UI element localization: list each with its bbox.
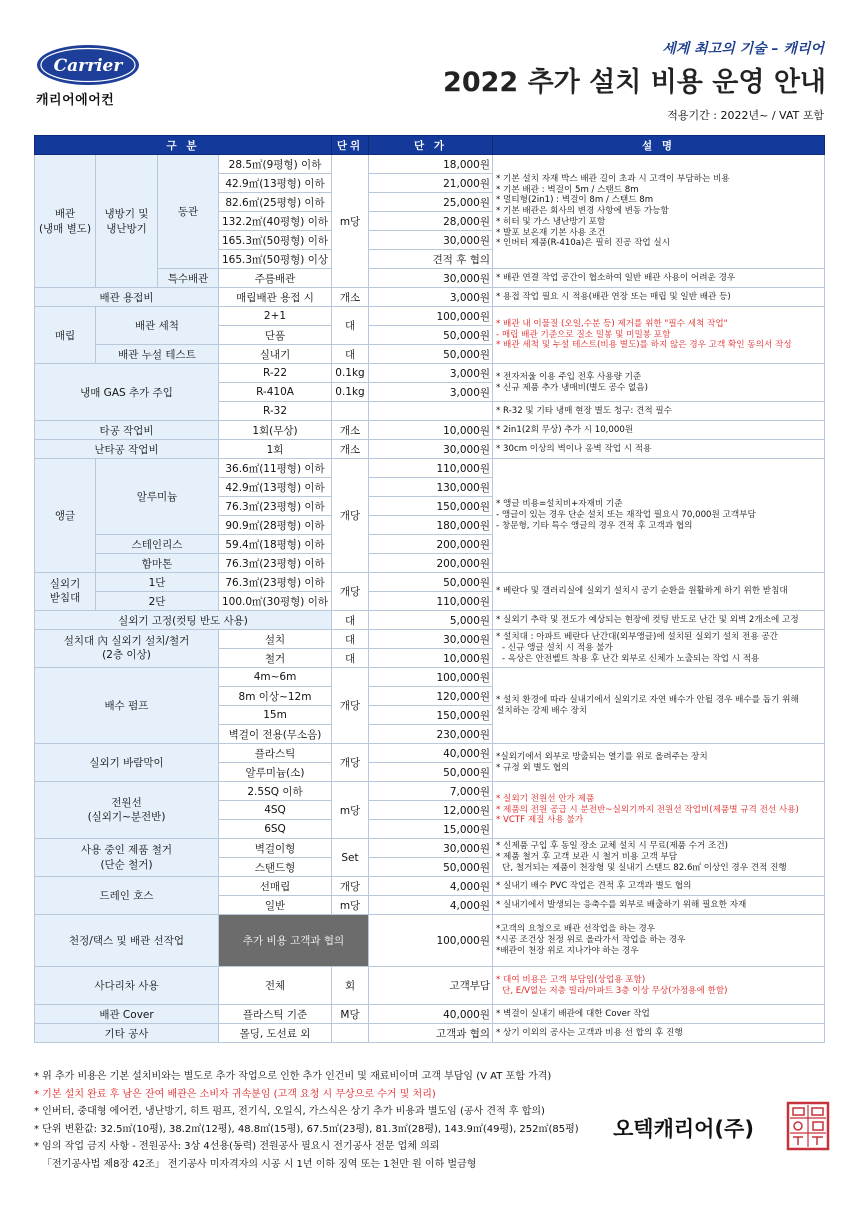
unit-cell: 0.1kg — [332, 364, 369, 383]
carrier-logo — [36, 44, 140, 86]
price-cell: 15,000원 — [369, 820, 493, 839]
spec-cell: R-410A — [219, 383, 332, 402]
spec-cell: 4m~6m — [219, 668, 332, 687]
spec-cell: 1회 — [219, 440, 332, 459]
unit-cell: 대 — [332, 345, 369, 364]
description-cell: * 30cm 이상의 벽이나 옹벽 작업 시 적용 — [493, 440, 825, 459]
spec-cell: 15m — [219, 706, 332, 725]
price-cell: 4,000원 — [369, 896, 493, 915]
price-cell: 230,000원 — [369, 725, 493, 744]
price-cell: 3,000원 — [369, 288, 493, 307]
table-row — [35, 744, 825, 763]
tier-label: 1단 — [96, 573, 219, 592]
price-cell: 28,000원 — [369, 212, 493, 231]
logo-subtitle: 캐리어에어컨 — [36, 93, 115, 108]
unit-cell: 0.1kg — [332, 383, 369, 402]
spec-cell: 선매립 — [219, 877, 332, 896]
table-row — [35, 782, 825, 801]
table-row — [35, 611, 825, 630]
hole-label: 타공 작업비 — [35, 421, 219, 440]
price-cell: 120,000원 — [369, 687, 493, 706]
price-cell: 견적 후 협의 — [369, 250, 493, 269]
unit-cell: 대 — [332, 611, 369, 630]
footnote: * 기본 설치 완료 후 남은 잔여 배관은 소비자 귀속분임 (고객 요청 시 무상으로 수거 및 처리) — [34, 1088, 436, 1100]
embed-description: * 배관 내 이물질 (오일,수분 등) 제거를 위한 "필수 세척 작업" - 매립 배관 기준으로 질소 밀봉 및 미밀봉 포함 * 배관 세척 및 누설 테스트(비용 별도)를 하지 않은 경우 고객 확인 동의서 작성 — [493, 307, 825, 364]
spec-cell: 전체 — [219, 967, 332, 1005]
price-cell: 12,000원 — [369, 801, 493, 820]
ladder-label: 사다리차 사용 — [35, 967, 219, 1005]
price-cell: 10,000원 — [369, 649, 493, 668]
price-cell: 100,000원 — [369, 915, 493, 967]
table-row — [35, 440, 825, 459]
description-cell: * 벽걸이 실내기 배관에 대한 Cover 작업 — [493, 1005, 825, 1024]
unit-cell: 대 — [332, 630, 369, 649]
description-cell: * 2in1(2회 무상) 추가 시 10,000원 — [493, 421, 825, 440]
spec-cell: 28.5㎡(9평형) 이하 — [219, 155, 332, 174]
table-row — [35, 288, 825, 307]
rack-label: 설치대 內 실외기 설치/철거 (2층 이상) — [35, 630, 219, 668]
table-row — [35, 421, 825, 440]
ceiling-description: *고객의 요청으로 배관 선작업을 하는 경우 *시공 조건상 천정 위로 올라가서 작업을 하는 경우 *배관이 천장 위로 지나가야 하는 경우 — [493, 915, 825, 967]
unit-cell: 대 — [332, 649, 369, 668]
price-cell: 110,000원 — [369, 592, 493, 611]
special-pipe-label: 특수배관 — [158, 269, 219, 288]
hammertone-label: 함마톤 — [96, 554, 219, 573]
hard-hole-label: 난타공 작업비 — [35, 440, 219, 459]
table-row — [35, 573, 825, 592]
page-title: 2022 추가 설치 비용 운영 안내 — [443, 67, 826, 98]
table-row — [35, 307, 825, 326]
spec-cell: 주름배관 — [219, 269, 332, 288]
company-seal-icon — [786, 1101, 830, 1151]
spec-cell: 42.9㎡(13평형) 이하 — [219, 478, 332, 497]
spec-cell: 벽걸이 전용(무소음) — [219, 725, 332, 744]
price-cell: 7,000원 — [369, 782, 493, 801]
unit-cell: 개당 — [332, 459, 369, 573]
footnotes — [34, 1068, 579, 1173]
spec-cell: 실내기 — [219, 345, 332, 364]
price-cell: 30,000원 — [369, 440, 493, 459]
spec-cell: 90.9㎡(28평형) 이하 — [219, 516, 332, 535]
unit-cell: m당 — [332, 155, 369, 288]
price-cell: 50,000원 — [369, 345, 493, 364]
spec-cell: R-22 — [219, 364, 332, 383]
table-row — [35, 1005, 825, 1024]
aluminum-label: 알루미늄 — [96, 459, 219, 535]
price-cell: 200,000원 — [369, 554, 493, 573]
company-name: 오텍캐리어(주) — [613, 1117, 754, 1141]
spec-cell: 2+1 — [219, 307, 332, 326]
price-cell: 30,000원 — [369, 231, 493, 250]
footnote: * 단위 변환값: 32.5㎡(10평), 38.2㎡(12평), 48.8㎡(15평), 67.5㎡(23평), 81.3㎡(28평), 143.9㎡(49평), 252㎡(85평) — [34, 1123, 579, 1135]
table-row — [35, 967, 825, 1005]
footnote: * 인버터, 중대형 에어컨, 냉난방기, 히트 펌프, 전기식, 오일식, 가스식은 상기 추가 비용과 별도임 (공사 견적 후 합의) — [34, 1106, 545, 1117]
header-desc: 설 명 — [493, 136, 825, 155]
price-cell: 50,000원 — [369, 573, 493, 592]
copper-pipe-label: 동관 — [158, 155, 219, 269]
table-row — [35, 1024, 825, 1043]
price-cell: 21,000원 — [369, 174, 493, 193]
price-cell: 5,000원 — [369, 611, 493, 630]
table-row — [35, 915, 825, 967]
header-unit: 단위 — [332, 136, 369, 155]
wind-label: 실외기 바람막이 — [35, 744, 219, 782]
price-cell: 50,000원 — [369, 326, 493, 345]
stand-category: 실외기 받침대 — [35, 573, 96, 611]
price-cell: 10,000원 — [369, 421, 493, 440]
unit-cell: M당 — [332, 1005, 369, 1024]
price-cell: 110,000원 — [369, 459, 493, 478]
table-row — [35, 630, 825, 649]
spec-cell: 6SQ — [219, 820, 332, 839]
price-cell: 18,000원 — [369, 155, 493, 174]
unit-cell: 개소 — [332, 288, 369, 307]
angle-description: * 앵글 비용=설치비+자재비 기준 - 앵글이 있는 경우 단순 설치 또는 재작업 필요시 70,000원 고객부담 - 창문형, 기타 특수 앵글의 경우 견적 후 고객과 협의 — [493, 459, 825, 573]
spec-cell: 플라스틱 — [219, 744, 332, 763]
footnote: 「전기공사법 제8장 42조」 전기공사 미자격자의 시공 시 1년 이하 징역 또는 1천만 원 이하 벌금형 — [42, 1158, 477, 1170]
leak-test-label: 배관 누설 테스트 — [96, 345, 219, 364]
pipe-category: 배관 (냉매 별도) — [35, 155, 96, 288]
price-cell: 150,000원 — [369, 706, 493, 725]
description-cell: * 실내기 배수 PVC 작업은 견적 후 고객과 별도 협의 — [493, 877, 825, 896]
unit-cell: 개소 — [332, 421, 369, 440]
spec-cell: 4SQ — [219, 801, 332, 820]
unit-cell: 개당 — [332, 877, 369, 896]
price-cell: 200,000원 — [369, 535, 493, 554]
description-cell: * 용접 작업 필요 시 적용(배관 연장 또는 매립 및 일반 배관 등) — [493, 288, 825, 307]
pump-label: 배수 펌프 — [35, 668, 219, 744]
header-price: 단 가 — [369, 136, 493, 155]
spec-cell: 플라스틱 기준 — [219, 1005, 332, 1024]
spec-cell: 8m 이상~12m — [219, 687, 332, 706]
unit-cell — [332, 1024, 369, 1043]
unit-cell: m당 — [332, 896, 369, 915]
removal-label: 사용 중인 제품 철거 (단순 철거) — [35, 839, 219, 877]
gas-label: 냉매 GAS 추가 주입 — [35, 364, 219, 421]
power-label: 전원선 (실외기~분전반) — [35, 782, 219, 839]
spec-cell: 1회(무상) — [219, 421, 332, 440]
header-category: 구 분 — [35, 136, 332, 155]
tagline: 세계 최고의 기술 – 캐리어 — [662, 41, 824, 57]
spec-cell: 165.3㎡(50평형) 이상 — [219, 250, 332, 269]
pipe-wash-label: 배관 세척 — [96, 307, 219, 345]
price-cell — [369, 402, 493, 421]
fee-table — [34, 135, 825, 1043]
spec-cell: 82.6㎡(25평형) 이하 — [219, 193, 332, 212]
cover-label: 배관 Cover — [35, 1005, 219, 1024]
weld-label: 배관 용접비 — [35, 288, 219, 307]
negotiate-cell: 추가 비용 고객과 협의 — [219, 915, 369, 967]
price-cell: 40,000원 — [369, 1005, 493, 1024]
spec-cell: 매립배관 용접 시 — [219, 288, 332, 307]
stainless-label: 스테인리스 — [96, 535, 219, 554]
etc-label: 기타 공사 — [35, 1024, 219, 1043]
spec-cell: 2.5SQ 이하 — [219, 782, 332, 801]
description-cell: * 실외기 추락 및 전도가 예상되는 현장에 컷팅 반도로 난간 및 외벽 2개소에 고정 — [493, 611, 825, 630]
price-cell: 3,000원 — [369, 383, 493, 402]
price-cell: 180,000원 — [369, 516, 493, 535]
spec-cell: 76.3㎡(23평형) 이하 — [219, 554, 332, 573]
footnote: * 위 추가 비용은 기본 설치비와는 별도로 추가 작업으로 인한 추가 인건비 및 재료비이며 고객 부담임 (V AT 포함 가격) — [34, 1071, 552, 1082]
unit-cell: 회 — [332, 967, 369, 1005]
spec-cell: 스탠드형 — [219, 858, 332, 877]
price-cell: 130,000원 — [369, 478, 493, 497]
unit-cell: 대 — [332, 307, 369, 345]
price-cell: 40,000원 — [369, 744, 493, 763]
embed-category: 매립 — [35, 307, 96, 364]
drain-label: 드레인 호스 — [35, 877, 219, 915]
table-row — [35, 155, 825, 174]
ladder-description: * 대여 비용은 고객 부담임(상업용 포함) 단, E/V없는 저층 빌라/아파트 3층 이상 무상(가정용에 한함) — [493, 967, 825, 1005]
unit-cell — [332, 402, 369, 421]
unit-cell: 개당 — [332, 668, 369, 744]
power-description: * 실외기 전원선 안가 제품 * 제품의 전원 공급 시 분전반~실외기까지 전원선 작업비(제품별 규격 전선 사용) * VCTF 제질 사용 불가 — [493, 782, 825, 839]
angle-category: 앵글 — [35, 459, 96, 573]
pump-description: * 설치 환경에 따라 실내기에서 실외기로 자연 배수가 안될 경우 배수를 돕기 위해 설치하는 강제 배수 장치 — [493, 668, 825, 744]
description-cell: * 실내기에서 발생되는 응축수를 외부로 배출하기 위해 필요한 자재 — [493, 896, 825, 915]
spec-cell: 132.2㎡(40평형) 이하 — [219, 212, 332, 231]
description-cell: * R-32 및 기타 냉매 현장 별도 청구: 견적 필수 — [493, 402, 825, 421]
spec-cell: 76.3㎡(23평형) 이하 — [219, 573, 332, 592]
description-cell: * 베란다 및 갤러리실에 실외기 설치시 공기 순환을 원활하게 하기 위한 받침대 — [493, 573, 825, 611]
unit-cell: m당 — [332, 782, 369, 839]
table-row — [35, 877, 825, 896]
price-cell: 100,000원 — [369, 307, 493, 326]
rack-description: * 설치대 : 아파트 베란다 난간대(외부앵글)에 설치된 실외기 설치 전용 공간 - 신규 앵글 설치 시 적용 불가 - 옥상은 안전벨트 착용 후 난간 외부로 신체가 노출되는 작업 시 적용 — [493, 630, 825, 668]
fix-label: 실외기 고정(컷팅 반도 사용) — [35, 611, 332, 630]
spec-cell: 벽걸이형 — [219, 839, 332, 858]
price-cell: 30,000원 — [369, 269, 493, 288]
price-cell: 3,000원 — [369, 364, 493, 383]
spec-cell: 42.9㎡(13평형) 이하 — [219, 174, 332, 193]
spec-cell: 일반 — [219, 896, 332, 915]
unit-cell: Set — [332, 839, 369, 877]
table-row — [35, 668, 825, 687]
table-row — [35, 459, 825, 478]
table-row — [35, 839, 825, 858]
apply-period: 적용기간 : 2022년~ / VAT 포함 — [667, 109, 824, 122]
spec-cell: R-32 — [219, 402, 332, 421]
spec-cell: 철거 — [219, 649, 332, 668]
unit-cell: 개당 — [332, 573, 369, 611]
wind-description: *실외기에서 외부로 방출되는 열기를 위로 올려주는 장치 * 규정 외 별도 협의 — [493, 744, 825, 782]
spec-cell: 알루미늄(소) — [219, 763, 332, 782]
spec-cell: 단품 — [219, 326, 332, 345]
spec-cell: 100.0㎡(30평형) 이하 — [219, 592, 332, 611]
price-cell: 150,000원 — [369, 497, 493, 516]
footnote: * 임의 작업 금지 사항 - 전원공사: 3상 4선용(동력) 전원공사 필요시 전기공사 전문 업체 의뢰 — [34, 1141, 440, 1152]
logo-text: Carrier — [53, 56, 123, 76]
description-cell: * 배관 연결 작업 공간이 협소하여 일반 배관 사용이 어려운 경우 — [493, 269, 825, 288]
pipe-description: * 기본 설치 자재 박스 배관 길이 초과 시 고객이 부담하는 비용 * 기본 배관 : 벽걸이 5m / 스탠드 8m * 멀티형(2in1) : 벽걸이 8m / 스탠드 8m * 기본 배관은 회사의 변경 사항에 변동 가능함 * 히터 및 가스 냉난방기 포함 * 발포 보온재 기본 사용 조건 * 인버터 제품(R-410a)은 필히 진공 작업 실시 — [493, 155, 825, 269]
unit-cell: 개소 — [332, 440, 369, 459]
price-cell: 고객부담 — [369, 967, 493, 1005]
spec-cell: 76.3㎡(23평형) 이하 — [219, 497, 332, 516]
price-cell: 100,000원 — [369, 668, 493, 687]
pipe-subcategory: 냉방기 및 냉난방기 — [96, 155, 158, 288]
unit-cell: 개당 — [332, 744, 369, 782]
price-cell: 50,000원 — [369, 763, 493, 782]
spec-cell: 59.4㎡(18평형) 이하 — [219, 535, 332, 554]
spec-cell: 165.3㎡(50평형) 이하 — [219, 231, 332, 250]
ceiling-label: 천정/택스 및 배관 선작업 — [35, 915, 219, 967]
price-cell: 고객과 협의 — [369, 1024, 493, 1043]
spec-cell: 몰딩, 도선료 외 — [219, 1024, 332, 1043]
price-cell: 30,000원 — [369, 630, 493, 649]
price-cell: 25,000원 — [369, 193, 493, 212]
price-cell: 50,000원 — [369, 858, 493, 877]
spec-cell: 설치 — [219, 630, 332, 649]
price-cell: 30,000원 — [369, 839, 493, 858]
spec-cell: 36.6㎡(11평형) 이하 — [219, 459, 332, 478]
gas-description: * 전자저울 이용 주입 전후 사용량 기준 * 신규 제품 추가 냉매비(별도 공수 없음) — [493, 364, 825, 402]
table-row — [35, 364, 825, 383]
description-cell: * 상기 이외의 공사는 고객과 비용 선 합의 후 진행 — [493, 1024, 825, 1043]
price-cell: 4,000원 — [369, 877, 493, 896]
removal-description: * 신제품 구입 후 동일 장소 교체 설치 시 무료(제품 수거 조건) * 제품 철거 후 고객 보관 시 철거 비용 고객 부담 단, 철거되는 제품이 천장형 및 실내기 스탠드 82.6㎡ 이상인 경우 견적 진행 — [493, 839, 825, 877]
tier-label: 2단 — [96, 592, 219, 611]
